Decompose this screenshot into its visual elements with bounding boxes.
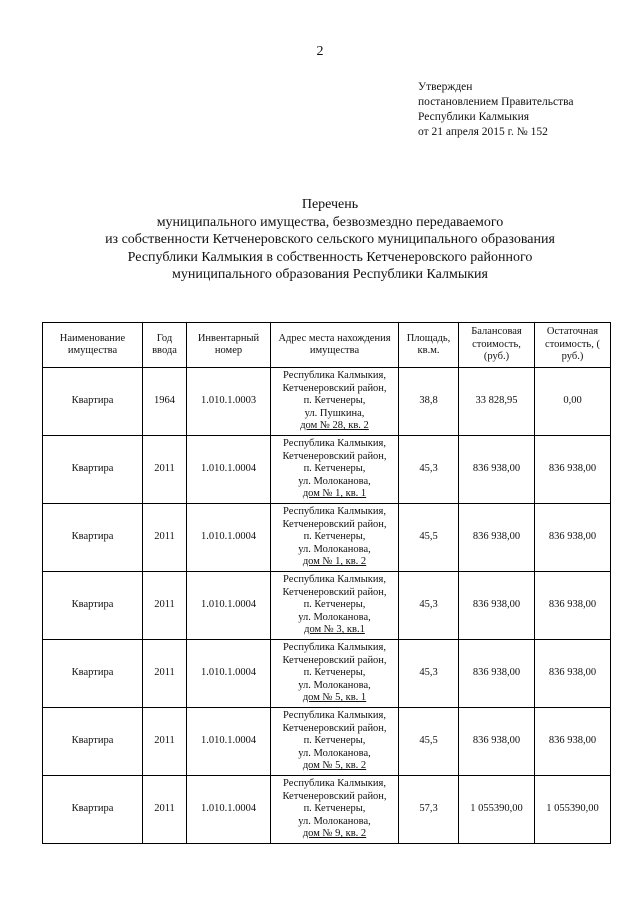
cell-inventory: 1.010.1.0004 bbox=[187, 436, 271, 504]
table-row bbox=[43, 708, 611, 776]
cell-name: Квартира bbox=[43, 708, 143, 776]
address-line: дом № 9, кв. 2 bbox=[302, 828, 367, 840]
cell-area: 57,3 bbox=[399, 776, 459, 844]
cell-inventory: 1.010.1.0004 bbox=[187, 776, 271, 844]
address-line: Кетченеровский район, bbox=[282, 450, 387, 462]
table-row bbox=[43, 640, 611, 708]
cell-year: 2011 bbox=[143, 640, 187, 708]
address-line: дом № 3, кв.1 bbox=[304, 624, 365, 636]
address-line: п. Кетченеры, bbox=[303, 463, 366, 475]
cell-area: 38,8 bbox=[399, 368, 459, 436]
address-line: ул. Пушкина, bbox=[304, 407, 365, 419]
approval-line: постановлением Правительства bbox=[418, 96, 574, 108]
address-line: Кетченеровский район, bbox=[282, 654, 387, 666]
cell-address bbox=[271, 776, 399, 844]
cell-residual: 836 938,00 bbox=[535, 572, 611, 640]
header-address: Адрес места нахождения имущества bbox=[271, 323, 399, 368]
approval-line: от 21 апреля 2015 г. № 152 bbox=[418, 126, 548, 138]
address-line: дом № 1, кв. 2 bbox=[302, 556, 367, 568]
address-line: дом № 1, кв. 1 bbox=[302, 488, 367, 500]
address-line: Республика Калмыкия, bbox=[283, 778, 386, 790]
approval-block bbox=[418, 80, 574, 140]
address-line: Республика Калмыкия, bbox=[283, 574, 386, 586]
cell-inventory: 1.010.1.0003 bbox=[187, 368, 271, 436]
address-line: дом № 5, кв. 2 bbox=[302, 760, 367, 772]
cell-residual: 0,00 bbox=[535, 368, 611, 436]
cell-name: Квартира bbox=[43, 368, 143, 436]
cell-name: Квартира bbox=[43, 436, 143, 504]
address-line: ул. Молоканова, bbox=[298, 679, 371, 691]
cell-residual: 836 938,00 bbox=[535, 436, 611, 504]
approval-line: Республики Калмыкия bbox=[418, 111, 530, 123]
cell-name: Квартира bbox=[43, 504, 143, 572]
cell-address bbox=[271, 640, 399, 708]
address-line: дом № 28, кв. 2 bbox=[300, 420, 369, 432]
cell-residual: 1 055390,00 bbox=[535, 776, 611, 844]
address-line: п. Кетченеры, bbox=[303, 599, 366, 611]
cell-name: Квартира bbox=[43, 572, 143, 640]
cell-inventory: 1.010.1.0004 bbox=[187, 504, 271, 572]
address-line: ул. Молоканова, bbox=[298, 543, 371, 555]
cell-address bbox=[271, 504, 399, 572]
title-line: муниципального имущества, безвозмездно передаваемого bbox=[156, 214, 504, 230]
address-line: Республика Калмыкия, bbox=[283, 710, 386, 722]
cell-year: 2011 bbox=[143, 776, 187, 844]
cell-residual: 836 938,00 bbox=[535, 708, 611, 776]
cell-address bbox=[271, 572, 399, 640]
title-line: муниципального образования Республики Калмыкия bbox=[172, 267, 488, 282]
address-line: Республика Калмыкия, bbox=[283, 438, 386, 450]
page-number: 2 bbox=[316, 44, 324, 59]
cell-inventory: 1.010.1.0004 bbox=[187, 708, 271, 776]
title-line: Республики Калмыкия в собственность Кетченеровского районного bbox=[127, 249, 533, 265]
table-row bbox=[43, 776, 611, 844]
approval-line: Утвержден bbox=[418, 81, 473, 93]
cell-year: 2011 bbox=[143, 708, 187, 776]
cell-residual: 836 938,00 bbox=[535, 504, 611, 572]
cell-area: 45,3 bbox=[399, 572, 459, 640]
address-line: Кетченеровский район, bbox=[282, 586, 387, 598]
address-line: Кетченеровский район, bbox=[282, 790, 387, 802]
cell-balance: 836 938,00 bbox=[459, 640, 535, 708]
cell-residual: 836 938,00 bbox=[535, 640, 611, 708]
address-line: ул. Молоканова, bbox=[298, 815, 371, 827]
document-title bbox=[60, 196, 600, 284]
address-line: п. Кетченеры, bbox=[303, 803, 366, 815]
address-line: п. Кетченеры, bbox=[303, 735, 366, 747]
header-area: Площадь, кв.м. bbox=[399, 323, 459, 368]
cell-balance: 1 055390,00 bbox=[459, 776, 535, 844]
header-name: Наименование имущества bbox=[43, 323, 143, 368]
cell-name: Квартира bbox=[43, 640, 143, 708]
address-line: Республика Калмыкия, bbox=[283, 370, 386, 382]
cell-balance: 836 938,00 bbox=[459, 436, 535, 504]
title-line: Перечень bbox=[301, 197, 359, 212]
address-line: Кетченеровский район, bbox=[282, 722, 387, 734]
cell-name: Квартира bbox=[43, 776, 143, 844]
table-row bbox=[43, 436, 611, 504]
header-balance: Балансовая стоимость, (руб.) bbox=[459, 323, 535, 368]
address-line: дом № 5, кв. 1 bbox=[302, 692, 367, 704]
address-line: Республика Калмыкия, bbox=[283, 506, 386, 518]
table-row bbox=[43, 368, 611, 436]
table-body bbox=[43, 368, 611, 844]
cell-balance: 33 828,95 bbox=[459, 368, 535, 436]
address-line: ул. Молоканова, bbox=[298, 611, 371, 623]
header-residual: Остаточная стоимость, ( руб.) bbox=[535, 323, 611, 368]
address-line: п. Кетченеры, bbox=[303, 667, 366, 679]
cell-address bbox=[271, 708, 399, 776]
address-line: Кетченеровский район, bbox=[282, 518, 387, 530]
cell-balance: 836 938,00 bbox=[459, 504, 535, 572]
cell-balance: 836 938,00 bbox=[459, 572, 535, 640]
address-line: Кетченеровский район, bbox=[282, 382, 387, 394]
address-line: п. Кетченеры, bbox=[303, 531, 366, 543]
address-line: п. Кетченеры, bbox=[303, 395, 366, 407]
header-inventory: Инвентарный номер bbox=[187, 323, 271, 368]
cell-inventory: 1.010.1.0004 bbox=[187, 572, 271, 640]
cell-area: 45,3 bbox=[399, 640, 459, 708]
address-line: ул. Молоканова, bbox=[298, 475, 371, 487]
cell-address bbox=[271, 368, 399, 436]
cell-area: 45,5 bbox=[399, 708, 459, 776]
title-line: из собственности Кетченеровского сельского муниципального образования bbox=[105, 232, 555, 247]
cell-area: 45,5 bbox=[399, 504, 459, 572]
table-row bbox=[43, 572, 611, 640]
address-line: Республика Калмыкия, bbox=[283, 642, 386, 654]
cell-area: 45,3 bbox=[399, 436, 459, 504]
cell-inventory: 1.010.1.0004 bbox=[187, 640, 271, 708]
table-header-row bbox=[43, 323, 611, 368]
cell-year: 2011 bbox=[143, 504, 187, 572]
header-year: Год ввода bbox=[143, 323, 187, 368]
property-table bbox=[42, 322, 611, 844]
cell-balance: 836 938,00 bbox=[459, 708, 535, 776]
table-row bbox=[43, 504, 611, 572]
cell-year: 1964 bbox=[143, 368, 187, 436]
cell-address bbox=[271, 436, 399, 504]
cell-year: 2011 bbox=[143, 572, 187, 640]
address-line: ул. Молоканова, bbox=[298, 747, 371, 759]
cell-year: 2011 bbox=[143, 436, 187, 504]
